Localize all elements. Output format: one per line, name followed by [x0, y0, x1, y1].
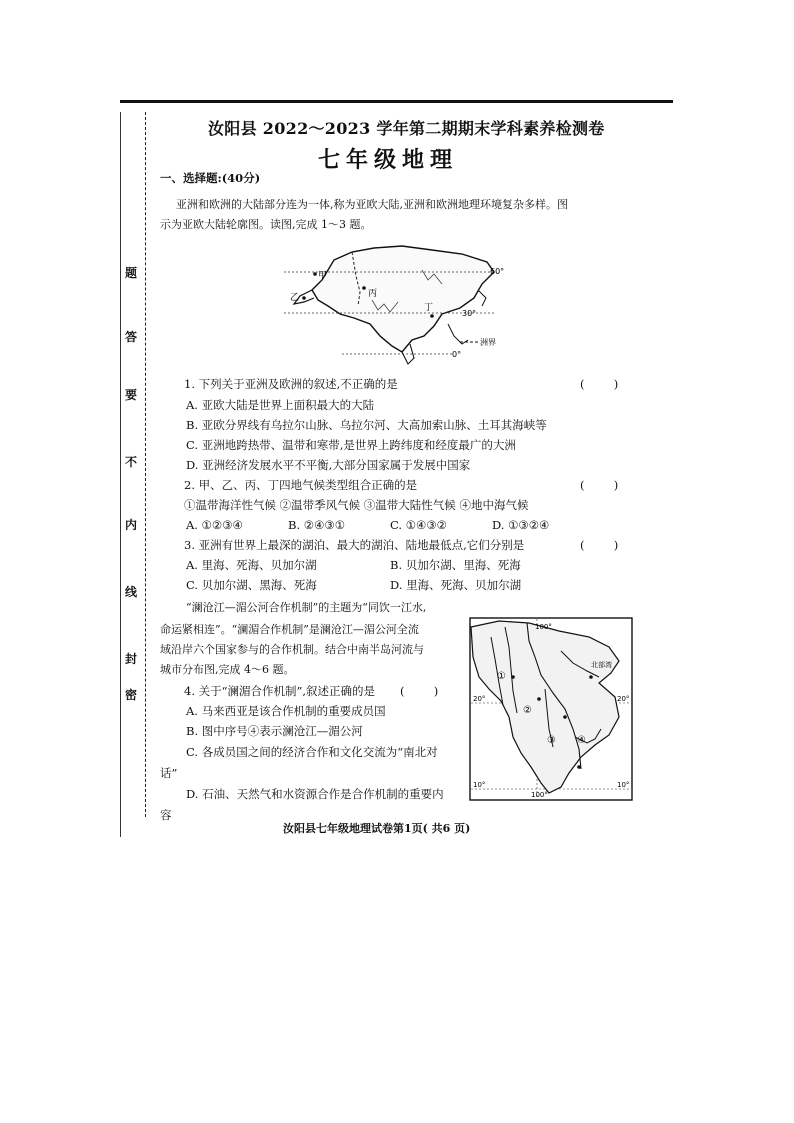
- q1-answer-bracket[interactable]: ( ): [580, 377, 619, 391]
- margin-char-yao: 要: [124, 388, 137, 402]
- q2-option-b[interactable]: B. ②④③①: [288, 518, 346, 532]
- intro-line-1: 亚洲和欧洲的大陆部分连为一体,称为亚欧大陆,亚洲和欧洲地理环境复杂多样。图: [176, 198, 568, 211]
- exam-title: 汝阳县 2022～2023 学年第二期期末学科素养检测卷: [208, 119, 605, 138]
- q4-option-b[interactable]: B. 图中序号④表示澜沧江—湄公河: [186, 724, 363, 738]
- map1-legend-boundary: 洲界: [480, 338, 496, 347]
- map1-lat-30: 30°: [462, 309, 477, 318]
- margin-char-da: 答: [124, 330, 137, 344]
- q2-option-d[interactable]: D. ①③②④: [492, 518, 550, 532]
- map2-lat-20-left: 20°: [473, 695, 486, 703]
- map1-lat-60: 60°: [490, 267, 505, 276]
- map2-label-beibu-gulf: 北部湾: [591, 661, 612, 669]
- passage-line-3: 域沿岸六个国家参与的合作机制。结合中南半岛河流与: [160, 643, 424, 656]
- subject-title: 七年级地理: [318, 147, 459, 173]
- passage-line-4: 城市分布图,完成 4～6 题。: [160, 663, 295, 676]
- map2-lat-10-left: 10°: [473, 781, 486, 789]
- intro-line-2: 示为亚欧大陆轮廓图。读图,完成 1～3 题。: [160, 218, 372, 231]
- q1-option-b[interactable]: B. 亚欧分界线有乌拉尔山脉、乌拉尔河、大高加索山脉、土耳其海峡等: [186, 418, 547, 432]
- map1-label-jia: 甲: [318, 271, 328, 281]
- top-rule: [120, 100, 673, 103]
- q3-option-c[interactable]: C. 贝加尔湖、黑海、死海: [186, 578, 317, 592]
- map1-label-ding: 丁: [424, 303, 434, 313]
- q1-option-c[interactable]: C. 亚洲地跨热带、温带和寒带,是世界上跨纬度和经度最广的大洲: [186, 438, 516, 452]
- margin-char-bu: 不: [124, 455, 137, 469]
- passage-line-2: 命运紧相连”。“澜湄合作机制”是澜沧江—湄公河全流: [160, 623, 419, 636]
- q2-stem: 2. 甲、乙、丙、丁四地气候类型组合正确的是: [184, 478, 418, 492]
- q1-option-a[interactable]: A. 亚欧大陆是世界上面积最大的大陆: [186, 398, 375, 412]
- map2-lon-100-top: 100°: [535, 623, 552, 631]
- page-footer: 汝阳县七年级地理试卷第1页( 共6 页): [283, 822, 471, 835]
- margin-char-mi: 密: [124, 688, 137, 702]
- binding-edge: [120, 112, 121, 837]
- map1-label-yi: 乙: [290, 293, 300, 303]
- q4-stem: 4. 关于“澜湄合作机制”,叙述正确的是: [184, 684, 376, 698]
- q2-answer-bracket[interactable]: ( ): [580, 478, 619, 492]
- map1-lat-0: 0°: [452, 350, 462, 359]
- margin-char-ti: 题: [124, 266, 137, 280]
- margin-char-feng: 封: [124, 652, 137, 666]
- margin-char-nei: 内: [124, 518, 137, 532]
- q4-option-a[interactable]: A. 马来西亚是该合作机制的重要成员国: [186, 704, 386, 718]
- indochina-river-map: [469, 617, 633, 801]
- margin-char-xian: 线: [124, 585, 137, 599]
- map2-lat-10-right: 10°: [617, 781, 630, 789]
- map2-label-4: ④: [577, 735, 586, 746]
- q4-option-c-line-2[interactable]: 话”: [160, 766, 178, 780]
- q1-option-d[interactable]: D. 亚洲经济发展水平不平衡,大部分国家属于发展中国家: [186, 458, 471, 472]
- map1-label-bing: 丙: [368, 289, 378, 299]
- q3-stem: 3. 亚洲有世界上最深的湖泊、最大的湖泊、陆地最低点,它们分别是: [184, 538, 525, 552]
- eurasia-map: [282, 240, 512, 372]
- q4-option-d-line-1[interactable]: D. 石油、天然气和水资源合作是合作机制的重要内: [186, 787, 444, 801]
- map2-lat-20-right: 20°: [617, 695, 630, 703]
- q2-climate-list: ①温带海洋性气候 ②温带季风气候 ③温带大陆性气候 ④地中海气候: [184, 498, 529, 512]
- seal-dashed-line: [145, 112, 146, 817]
- map2-lon-100-bottom: 100°: [531, 791, 548, 799]
- section-heading: 一、选择题:(40分): [160, 171, 261, 185]
- q1-stem: 1. 下列关于亚洲及欧洲的叙述,不正确的是: [184, 377, 398, 391]
- map2-label-3: ③: [547, 735, 556, 746]
- map2-label-1: ①: [497, 671, 506, 682]
- map2-label-2: ②: [523, 705, 532, 716]
- passage-line-1: “澜沧江—湄公河合作机制”的主题为“同饮一江水,: [186, 601, 427, 614]
- q2-option-a[interactable]: A. ①②③④: [186, 518, 243, 532]
- q4-option-d-line-2[interactable]: 容: [160, 808, 172, 822]
- q3-answer-bracket[interactable]: ( ): [580, 538, 619, 552]
- q3-option-b[interactable]: B. 贝加尔湖、里海、死海: [390, 558, 521, 572]
- q4-answer-bracket[interactable]: ( ): [400, 684, 439, 698]
- q3-option-d[interactable]: D. 里海、死海、贝加尔湖: [390, 578, 522, 592]
- q4-option-c-line-1[interactable]: C. 各成员国之间的经济合作和文化交流为“南北对: [186, 745, 438, 759]
- q2-option-c[interactable]: C. ①④③②: [390, 518, 447, 532]
- q3-option-a[interactable]: A. 里海、死海、贝加尔湖: [186, 558, 317, 572]
